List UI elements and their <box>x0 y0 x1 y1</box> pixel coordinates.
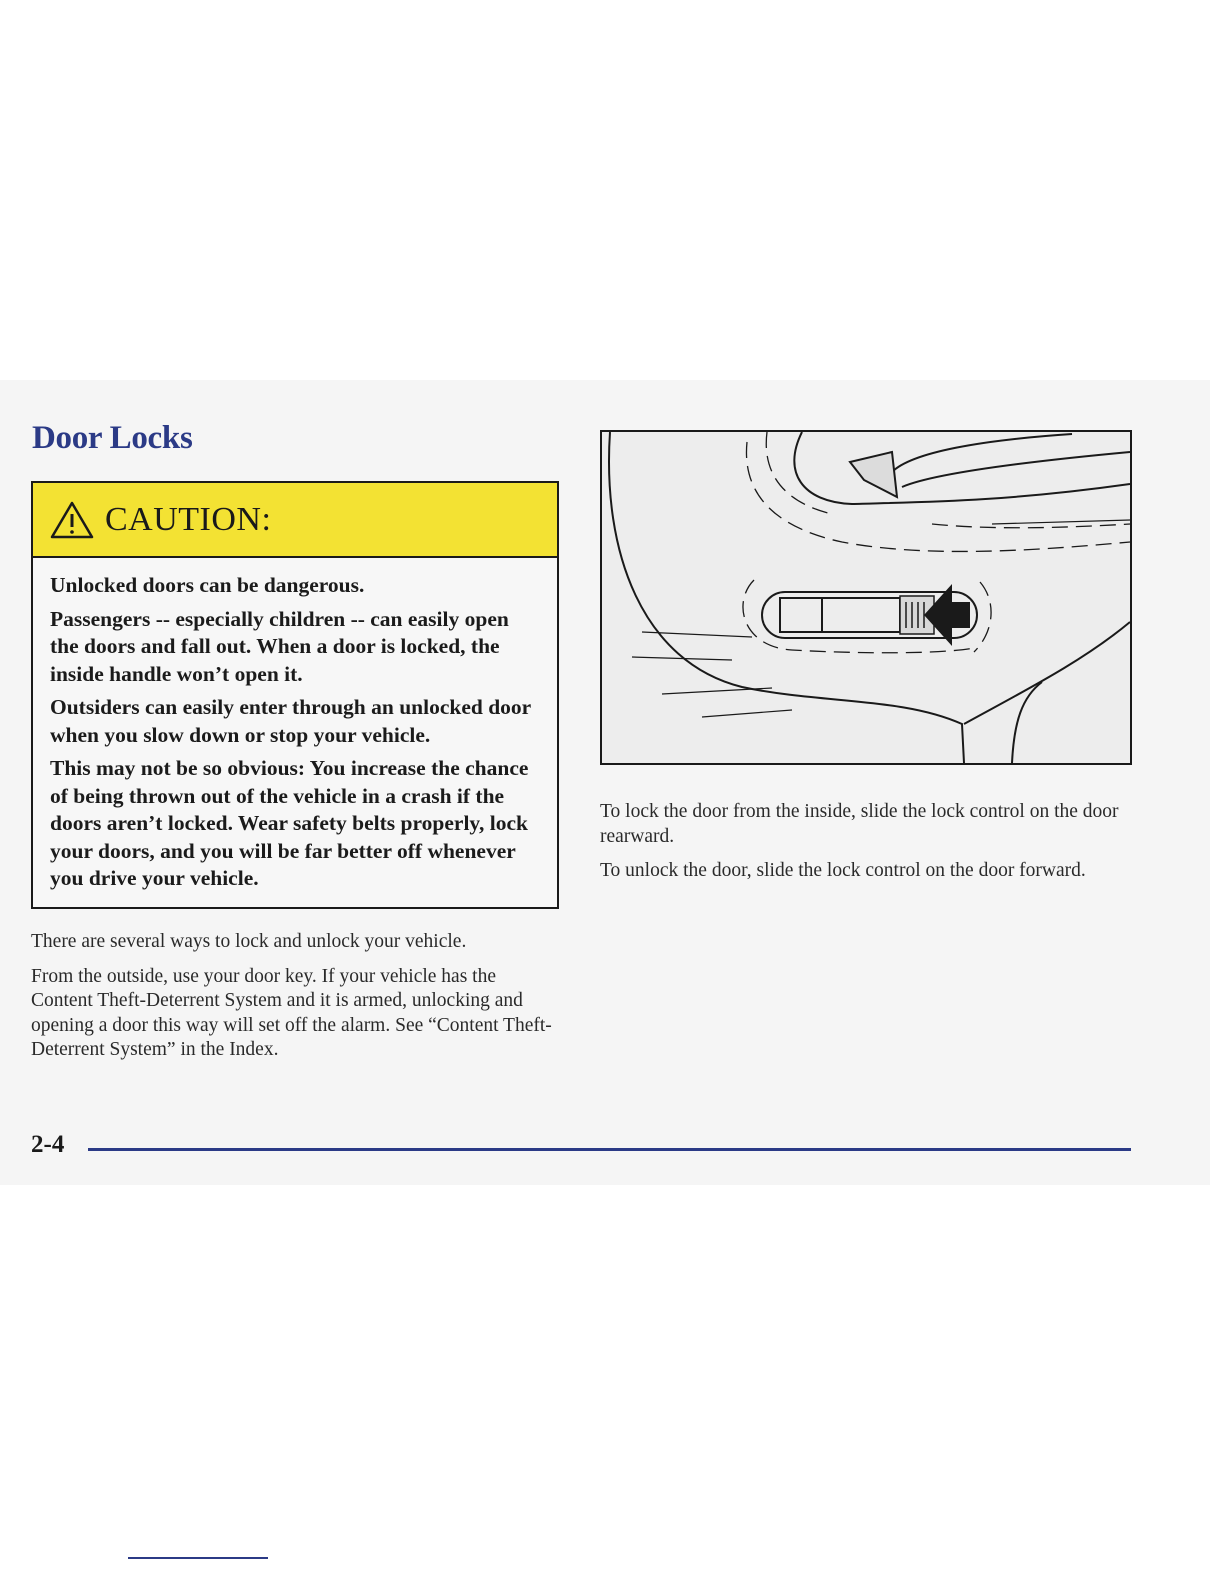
caution-body <box>33 558 557 893</box>
left-body-text <box>31 930 561 1073</box>
caution-header <box>33 483 557 558</box>
door-lock-illustration <box>600 430 1132 765</box>
footer-rule <box>88 1148 1131 1151</box>
right-body-text <box>600 800 1120 894</box>
section-title: Door Locks <box>32 420 193 456</box>
body-paragraph: To unlock the door, slide the lock control on the door forward. <box>600 860 1086 881</box>
caution-paragraph: Passengers -- especially children -- can easily open the doors and fall out. When a door is locked, the inside handle won’t open it. <box>50 606 509 686</box>
caution-label: CAUTION: <box>105 500 272 538</box>
body-paragraph: There are several ways to lock and unlock your vehicle. <box>31 931 467 952</box>
caution-paragraph: Unlocked doors can be dangerous. <box>50 573 365 597</box>
caution-paragraph: Outsiders can easily enter through an unlocked door when you slow down or stop your vehicle. <box>50 695 531 747</box>
bottom-link-underline <box>128 1557 268 1559</box>
caution-paragraph: This may not be so obvious: You increase the chance of being thrown out of the vehicle in a crash if the doors aren’t locked. Wear safety belts properly, lock your doors, and you will be far better off whenever you drive your vehicle. <box>50 756 529 890</box>
body-paragraph: From the outside, use your door key. If your vehicle has the Content Theft-Deterrent System and it is armed, unlocking and opening a door this way will set off the alarm. See “Content Theft-Deterrent System” in the Index. <box>31 965 552 1060</box>
body-paragraph: To lock the door from the inside, slide the lock control on the door rearward. <box>600 801 1119 847</box>
door-panel-drawing <box>602 432 1130 763</box>
page-number: 2-4 <box>31 1131 65 1158</box>
caution-box <box>31 481 559 909</box>
warning-triangle-icon <box>49 500 95 540</box>
